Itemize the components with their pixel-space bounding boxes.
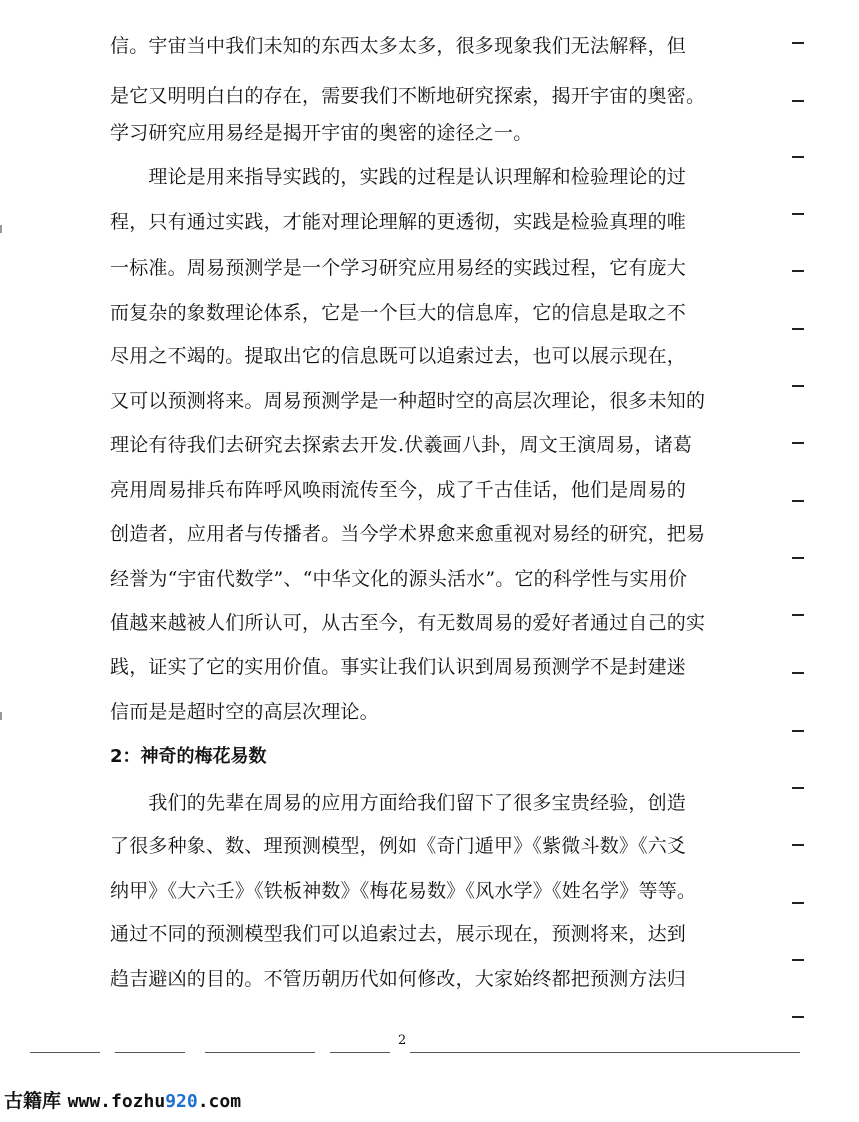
text-line: 亮用周易排兵布阵呼风唤雨流传至今，成了千古佳话，他们是周易的 [110,479,687,501]
watermark-url-accent: 920 [165,1091,198,1112]
margin-mark [792,42,804,44]
text-line: 我们的先辈在周易的应用方面给我们留下了很多宝贵经验，创造 [110,792,687,814]
margin-mark [792,328,804,330]
text-line: 信而是是超时空的高层次理论。 [110,701,379,723]
text-line: 而复杂的象数理论体系，它是一个巨大的信息库，它的信息是取之不 [110,302,687,324]
margin-mark [792,730,804,732]
section-heading: 2：神奇的梅花易数 [110,746,267,767]
footer-rule [30,1052,100,1053]
margin-mark [792,156,804,158]
watermark-url-suffix: .com [197,1091,242,1112]
margin-mark [792,557,804,559]
text-line: 尽用之不竭的。提取出它的信息既可以追索过去，也可以展示现在， [110,345,687,367]
text-line: 经誉为“宇宙代数学”、“中华文化的源头活水”。它的科学性与实用价 [110,568,688,590]
text-line: 学习研究应用易经是揭开宇宙的奥密的途径之一。 [110,122,533,144]
margin-mark [792,902,804,904]
edge-mark [0,712,2,720]
margin-mark [792,672,804,674]
text-line: 纳甲》《大六壬》《铁板神数》《梅花易数》《风水学》《姓名学》等等。 [110,880,697,902]
margin-mark [792,614,804,616]
text-line: 践，证实了它的实用价值。事实让我们认识到周易预测学不是封建迷 [110,656,687,678]
margin-mark [792,442,804,444]
margin-mark [792,213,804,215]
edge-mark [0,225,2,233]
text-line: 了很多种象、数、理预测模型，例如《奇门遁甲》《紫微斗数》《六爻 [110,835,687,857]
margin-mark [792,959,804,961]
margin-mark [792,787,804,789]
footer-rule [330,1052,390,1053]
footer-rule [115,1052,185,1053]
footer-rule [205,1052,315,1053]
text-line: 是它又明明白白的存在，需要我们不断地研究探索，揭开宇宙的奥密。 [110,85,706,107]
text-line: 一标准。周易预测学是一个学习研究应用易经的实践过程，它有庞大 [110,257,687,279]
footer-rule [410,1052,800,1053]
site-watermark [4,1089,241,1114]
text-line: 理论是用来指导实践的，实践的过程是认识理解和检验理论的过 [110,166,687,188]
margin-mark [792,844,804,846]
margin-mark [792,270,804,272]
page-number: 2 [398,1033,407,1048]
text-line: 理论有待我们去研究去探索去开发.伏羲画八卦，周文王演周易，诸葛 [110,434,693,456]
text-line: 创造者，应用者与传播者。当今学术界愈来愈重视对易经的研究，把易 [110,523,706,545]
text-line: 通过不同的预测模型我们可以追索过去，展示现在，预测将来，达到 [110,923,687,945]
margin-mark [792,100,804,102]
text-line: 又可以预测将来。周易预测学是一种超时空的高层次理论，很多未知的 [110,390,706,412]
text-line: 信。宇宙当中我们未知的东西太多太多，很多现象我们无法解释，但 [110,35,687,57]
text-line: 趋吉避凶的目的。不管历朝历代如何修改，大家始终都把预测方法归 [110,968,687,990]
margin-mark [792,385,804,387]
text-line: 值越来越被人们所认可，从古至今，有无数周易的爱好者通过自己的实 [110,612,706,634]
watermark-brand: 古籍库 [4,1090,62,1112]
text-line: 程，只有通过实践，才能对理论理解的更透彻，实践是检验真理的唯 [110,211,687,233]
margin-mark [792,1016,804,1018]
watermark-url-prefix: www.fozhu [67,1091,166,1112]
margin-mark [792,500,804,502]
